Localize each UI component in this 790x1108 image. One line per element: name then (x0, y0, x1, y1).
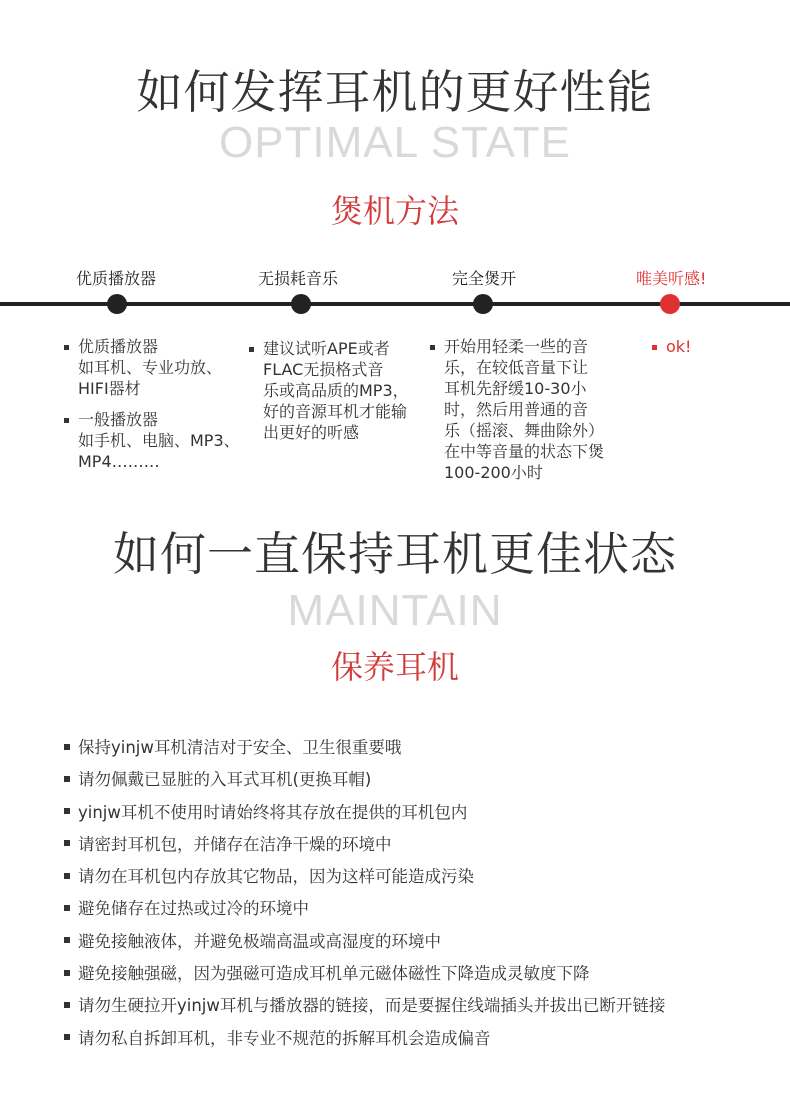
list-item-text: 保持yinjw耳机清洁对于安全、卫生很重要哦 (78, 738, 402, 757)
column-music (249, 338, 439, 443)
bullet (430, 345, 435, 350)
stage-label-player: 优质播放器 (76, 269, 157, 288)
list-item (64, 990, 784, 1022)
bullet (64, 873, 70, 879)
bullet (64, 840, 70, 846)
bullet (64, 1034, 70, 1040)
list-item-text: 一般播放器 如手机、电脑、MP3、 MP4……… (78, 410, 240, 471)
timeline-dot-burn-in (473, 294, 493, 314)
timeline-dot-player (107, 294, 127, 314)
list-item-text: 请勿佩戴已显脏的入耳式耳机(更换耳帽) (78, 770, 372, 790)
column-player (64, 336, 254, 472)
list-item (64, 409, 254, 472)
list-item (64, 958, 784, 990)
list-item-text: 建议试听APE或者 FLAC无损格式音 乐或高品质的MP3， 好的音源耳机才能输 出更好的听感 (263, 339, 409, 442)
list-item (64, 1023, 784, 1055)
list-item-text: 请勿私自拆卸耳机，非专业不规范的拆解耳机会造成偏音 (78, 1028, 491, 1048)
list-item (64, 336, 254, 399)
column-burn-in (430, 336, 640, 483)
list-item (249, 338, 439, 443)
section1-subtitle: 煲机方法 (330, 192, 459, 230)
list-item-text: ok! (666, 337, 692, 356)
bullet (249, 347, 254, 352)
list-item-text: 避免接触强磁，因为强磁可造成耳机单元磁体磁性下降造成灵敏度下降 (78, 964, 590, 984)
stage-label-burn-in: 完全煲开 (452, 269, 517, 288)
bullet (64, 970, 70, 976)
bullet (64, 1002, 70, 1008)
list-item (64, 861, 784, 893)
bullet (64, 345, 69, 350)
bullet (64, 776, 70, 782)
list-item (64, 764, 784, 796)
list-item-text: 请勿在耳机包内存放其它物品，因为这样可能造成污染 (78, 867, 474, 887)
bullet (64, 937, 70, 943)
list-item-text: 请勿生硬拉开yinjw耳机与播放器的链接，而是要握住线端插头并拔出已断开链接 (78, 996, 666, 1016)
bullet (64, 808, 70, 814)
section1-title: 如何发挥耳机的更好性能 (136, 65, 654, 119)
timeline-dot-result (660, 294, 680, 314)
list-item-text: 优质播放器 如耳机、专业功放、 HIFI器材 (78, 337, 223, 398)
list-item (64, 732, 784, 764)
column-result (652, 336, 752, 357)
bullet (64, 418, 69, 423)
list-item (652, 336, 752, 357)
section2-title: 如何一直保持耳机更佳状态 (113, 527, 677, 581)
list-item (64, 893, 784, 925)
timeline-dot-music (291, 294, 311, 314)
section2-subtitle: 保养耳机 (330, 648, 459, 686)
bullet (652, 345, 657, 350)
stage-label-result: 唯美听感! (636, 269, 707, 288)
list-item-text: yinjw耳机不使用时请始终将其存放在提供的耳机包内 (78, 802, 468, 822)
bullet (64, 905, 70, 911)
bullet (64, 744, 70, 750)
stage-label-music: 无损耗音乐 (258, 269, 339, 288)
list-item (64, 829, 784, 861)
section2-title-en: MAINTAIN (287, 586, 503, 635)
maintenance-tips-list (64, 732, 784, 1055)
list-item (430, 336, 640, 483)
list-item-text: 开始用轻柔一些的音 乐，在较低音量下让 耳机先舒缓10-30小 时，然后用普通的音 乐（摇滚、舞曲除外） 在中等音量的状态下煲 100-200小时 (444, 337, 605, 482)
list-item (64, 926, 784, 958)
list-item-text: 避免储存在过热或过冷的环境中 (78, 899, 309, 919)
list-item (64, 797, 784, 829)
section1-title-en: OPTIMAL STATE (218, 118, 571, 167)
list-item-text: 请密封耳机包，并储存在洁净干燥的环境中 (78, 834, 392, 854)
list-item-text: 避免接触液体，并避免极端高温或高湿度的环境中 (78, 931, 441, 951)
